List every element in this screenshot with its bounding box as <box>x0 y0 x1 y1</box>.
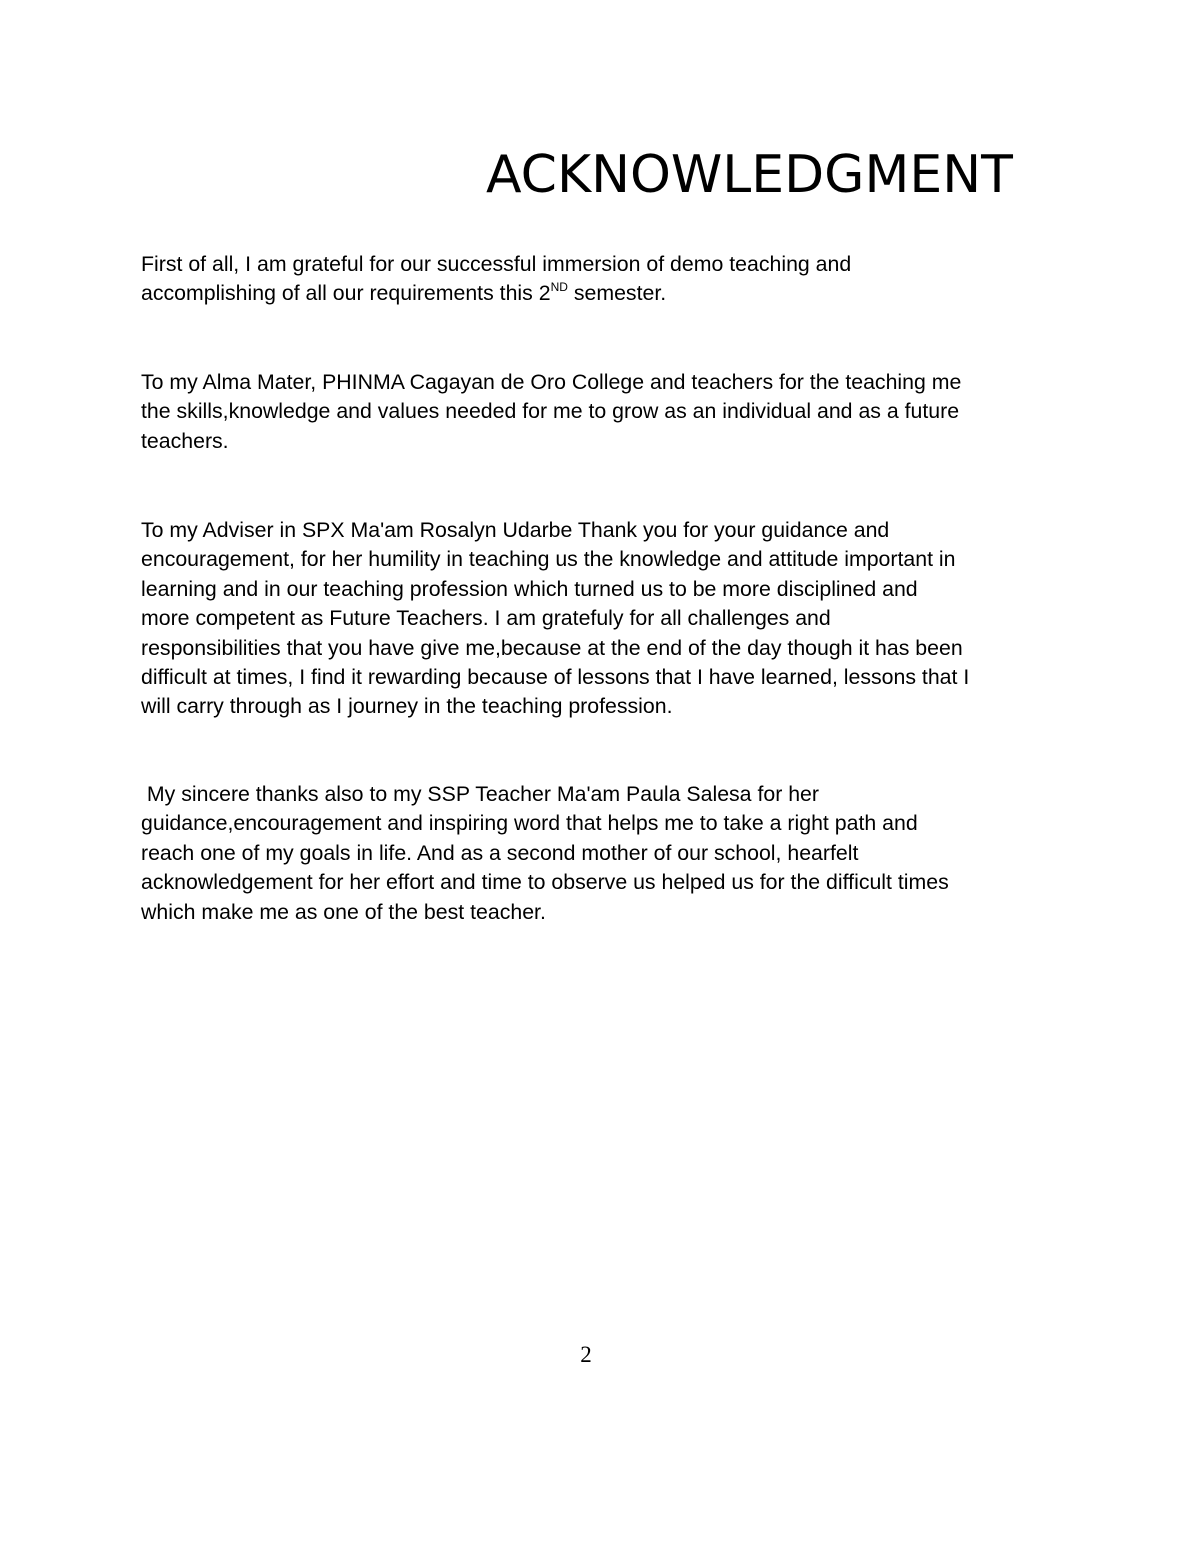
ordinal-superscript: ND <box>550 280 568 295</box>
paragraph-line: learning and in our teaching profession which turned us to be more disciplined and <box>141 576 918 601</box>
paragraph-line: teachers. <box>141 428 229 453</box>
paragraph-gratitude <box>141 250 1076 309</box>
paragraph-line: First of all, I am grateful for our successful immersion of demo teaching and <box>141 252 852 276</box>
paragraph-alma-mater <box>141 368 1076 456</box>
paragraph-ssp-teacher <box>141 780 1076 927</box>
paragraph-line: responsibilities that you have give me,because at the end of the day though it has been <box>141 635 963 660</box>
paragraph-line: To my Adviser in SPX Ma'am Rosalyn Udarbe Thank you for your guidance and <box>141 518 890 542</box>
paragraph-line: To my Alma Mater, PHINMA Cagayan de Oro College and teachers for the teaching me <box>141 370 962 394</box>
paragraph-line: which make me as one of the best teacher. <box>141 899 546 924</box>
paragraph-line: guidance,encouragement and inspiring word that helps me to take a right path and <box>141 811 918 836</box>
paragraph-line: more competent as Future Teachers. I am gratefuly for all challenges and <box>141 606 831 631</box>
paragraph-line <box>141 279 1076 308</box>
page-title: ACKNOWLEDGMENT <box>486 145 1013 205</box>
paragraph-line: the skills,knowledge and values needed for me to grow as an individual and as a future <box>141 399 960 424</box>
paragraph-line: My sincere thanks also to my SSP Teacher Ma'am Paula Salesa for her <box>141 782 819 806</box>
line-text: semester. <box>567 281 667 306</box>
paragraph-adviser <box>141 516 1076 722</box>
line-text: accomplishing of all our requirements this 2 <box>141 281 551 306</box>
paragraph-line: reach one of my goals in life. And as a second mother of our school, hearfelt <box>141 840 859 865</box>
paragraph-line: difficult at times, I find it rewarding because of lessons that I have learned, lessons that I <box>141 665 970 690</box>
paragraph-line: encouragement, for her humility in teaching us the knowledge and attitude important in <box>141 547 956 572</box>
paragraph-line: acknowledgement for her effort and time to observe us helped us for the difficult times <box>141 870 949 895</box>
paragraph-line: will carry through as I journey in the teaching profession. <box>141 694 673 719</box>
page-number: 2 <box>580 1342 592 1367</box>
